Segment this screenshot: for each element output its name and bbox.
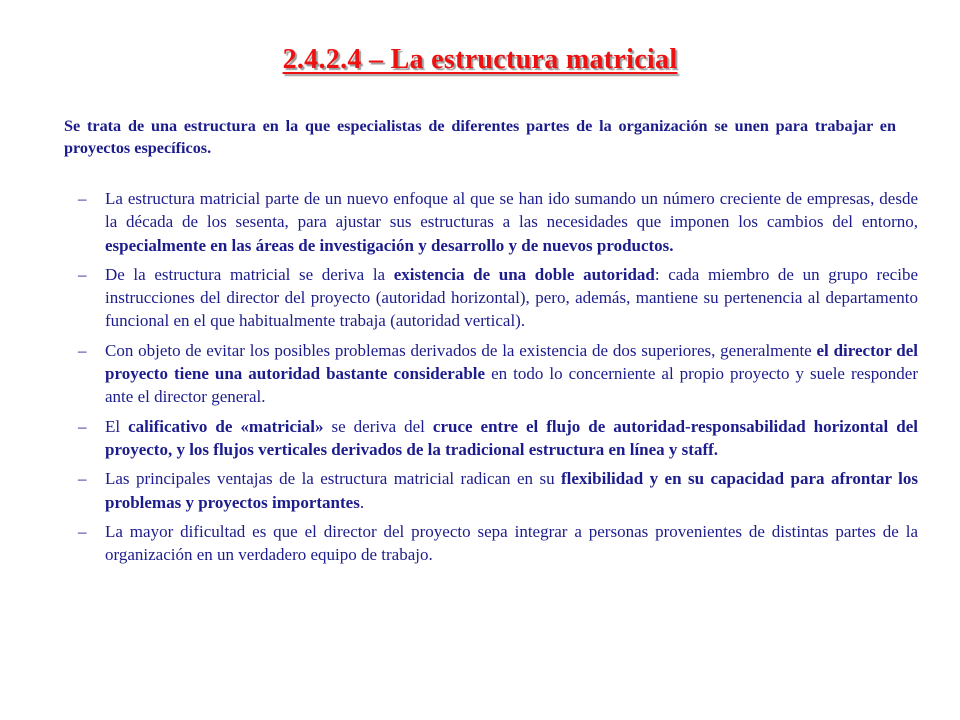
bullet-item-6	[78, 520, 918, 567]
bullet-item-2	[78, 263, 918, 333]
bullet-4-emphasis-2: cruce entre el flujo de autoridad-responsabilidad horizontal del proyecto, y los flujos verticales derivados de la tradicional estructura en línea y staff.	[105, 416, 918, 459]
bullet-5-text-1: Las principales ventajas de la estructura matricial radican en su	[105, 469, 561, 489]
bullet-3-text-1: Con objeto de evitar los posibles problemas derivados de la existencia de dos superiores, generalmente	[105, 340, 817, 360]
bullet-2-text-1: De la estructura matricial se deriva la	[105, 264, 394, 284]
bullet-2-emphasis-1: existencia de una doble autoridad	[393, 264, 655, 284]
bullet-4-emphasis-1: calificativo de «matricial»	[128, 416, 324, 436]
bullet-2-text-2: : cada miembro de un grupo recibe instrucciones del director del proyecto (autoridad horizontal), pero, además, mantiene su pertenencia al departamento funcional en el que habitualmente trabaja (autoridad vertical).	[105, 264, 918, 331]
bullet-4-text-2: se deriva del	[323, 416, 433, 436]
bullet-3-text-2: en todo lo concerniente al propio proyecto y suele responder ante el director general.	[105, 364, 918, 407]
bullet-1-text-1: La estructura matricial parte de un nuevo enfoque al que se han ido sumando un número creciente de empresas, desde la década de los sesenta, para ajustar sus estructuras a las necesidades que imponen los cambios del entorno,	[105, 189, 918, 232]
bullet-dash: –	[78, 469, 87, 489]
bullet-list	[78, 187, 918, 572]
bullet-1-emphasis-1: especialmente en las áreas de investigación y desarrollo y de nuevos productos.	[105, 235, 674, 255]
bullet-item-3	[78, 339, 918, 409]
bullet-3-emphasis-1: el director del proyecto tiene una autoridad bastante considerable	[105, 340, 918, 384]
bullet-dash: –	[78, 416, 87, 436]
intro-paragraph: Se trata de una estructura en la que especialistas de diferentes partes de la organización se unen para trabajar en proyectos específicos.	[64, 117, 896, 157]
bullet-4-text-1: El	[105, 416, 129, 436]
bullet-item-1	[78, 187, 918, 257]
bullet-dash: –	[78, 264, 87, 284]
bullet-dash: –	[78, 521, 87, 541]
slide-title: 2.4.2.4 – La estructura matricial	[282, 44, 678, 75]
bullet-6-text-1: La mayor dificultad es que el director del proyecto sepa integrar a personas provenientes de distintas partes de la organización en un verdadero equipo de trabajo.	[105, 521, 918, 565]
bullet-5-text-2: .	[359, 492, 365, 512]
bullet-item-4	[78, 415, 918, 462]
bullet-dash: –	[78, 340, 87, 360]
bullet-dash: –	[78, 189, 87, 208]
bullet-5-emphasis-1: flexibilidad y en su capacidad para afrontar los problemas y proyectos importantes	[105, 469, 918, 512]
bullet-item-5	[78, 467, 918, 514]
